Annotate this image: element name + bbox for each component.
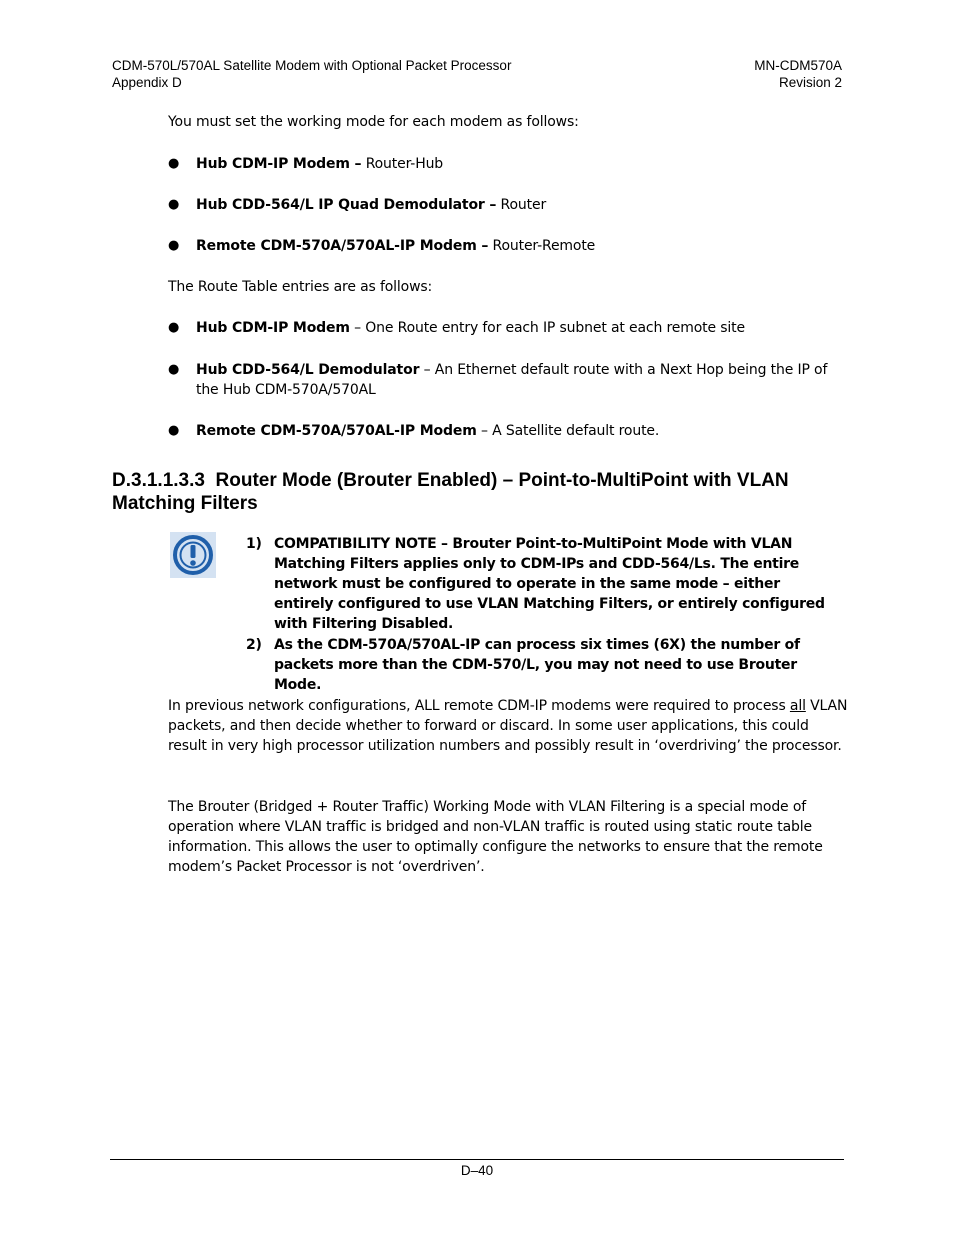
section-heading xyxy=(112,469,852,515)
manual-number: MN-CDM570A xyxy=(754,58,842,73)
list-item-bold: Remote CDM-570A/570AL-IP Modem xyxy=(196,423,477,439)
list-item-bold: Hub CDM-IP Modem – xyxy=(196,156,362,172)
appendix-label: Appendix D xyxy=(112,75,182,90)
bullet-icon: ● xyxy=(168,362,180,377)
section-title: Router Mode (Brouter Enabled) – Point-to-MultiPoint with VLAN Matching Filters xyxy=(112,470,789,514)
bullet-icon: ● xyxy=(168,197,180,212)
note-text: As the CDM-570A/570AL-IP can process six times (6X) the number of packets more than the CDM-570/L, you may not need to use Brouter Mode. xyxy=(274,637,800,693)
exclamation-circle-icon xyxy=(170,532,216,578)
bullet-icon: ● xyxy=(168,238,180,253)
note-number: 2) xyxy=(246,637,262,653)
list-item-text: Router-Hub xyxy=(361,156,444,172)
bullet-icon: ● xyxy=(168,423,180,438)
list-item-bold: Remote CDM-570A/570AL-IP Modem – xyxy=(196,238,489,254)
list-item-text: Router-Remote xyxy=(488,238,596,254)
page-number: D–40 xyxy=(460,1163,494,1178)
list-item-text: – A Satellite default route. xyxy=(476,423,660,439)
list-item-bold: Hub CDD-564/L IP Quad Demodulator – xyxy=(196,197,497,213)
bullet-icon: ● xyxy=(168,156,180,171)
underlined-text: all xyxy=(789,698,806,714)
list-item-text: – An Ethernet default route with a Next Hop being the IP of the Hub CDM-570A/570AL xyxy=(196,362,828,398)
list-item-text: Router xyxy=(496,197,547,213)
section-number: D.3.1.1.3.3 xyxy=(112,470,205,491)
list-item-bold: Hub CDD-564/L Demodulator xyxy=(196,362,420,378)
note-number: 1) xyxy=(246,536,262,552)
revision-label: Revision 2 xyxy=(778,75,842,90)
route-intro-text: The Route Table entries are as follows: xyxy=(168,279,433,295)
paragraph-text: VLAN packets, and then decide whether to forward or discard. In some user applications, this could result in very high processor utilization numbers and possibly result in ‘overdriving’ the processor. xyxy=(168,698,848,754)
document-title: CDM-570L/570AL Satellite Modem with Optional Packet Processor xyxy=(112,58,512,73)
page-header-right xyxy=(754,57,842,91)
note-text: COMPATIBILITY NOTE – Brouter Point-to-MultiPoint Mode with VLAN Matching Filters applies only to CDM-IPs and CDD-564/Ls. The entire network must be configured to operate in the same mode – either entirely configured to use VLAN Matching Filters, or entirely configured with Filtering Disabled. xyxy=(274,536,825,632)
intro-text: You must set the working mode for each modem as follows: xyxy=(168,114,579,130)
bullet-icon: ● xyxy=(168,320,180,335)
paragraph-brouter-mode: The Brouter (Bridged + Router Traffic) Working Mode with VLAN Filtering is a special mode of operation where VLAN traffic is bridged and non-VLAN traffic is routed using static route table information. This allows the user to optimally configure the networks to ensure that the remote modem’s Packet Processor is not ‘overdriven’. xyxy=(168,799,823,875)
list-item-bold: Hub CDM-IP Modem xyxy=(196,320,350,336)
footer-divider xyxy=(110,1159,844,1160)
paragraph-text: In previous network configurations, ALL remote CDM-IP modems were required to process xyxy=(168,698,790,714)
page-header-left xyxy=(112,57,511,91)
paragraph-previous-configurations xyxy=(168,696,848,756)
list-item-text: – One Route entry for each IP subnet at each remote site xyxy=(349,320,745,336)
